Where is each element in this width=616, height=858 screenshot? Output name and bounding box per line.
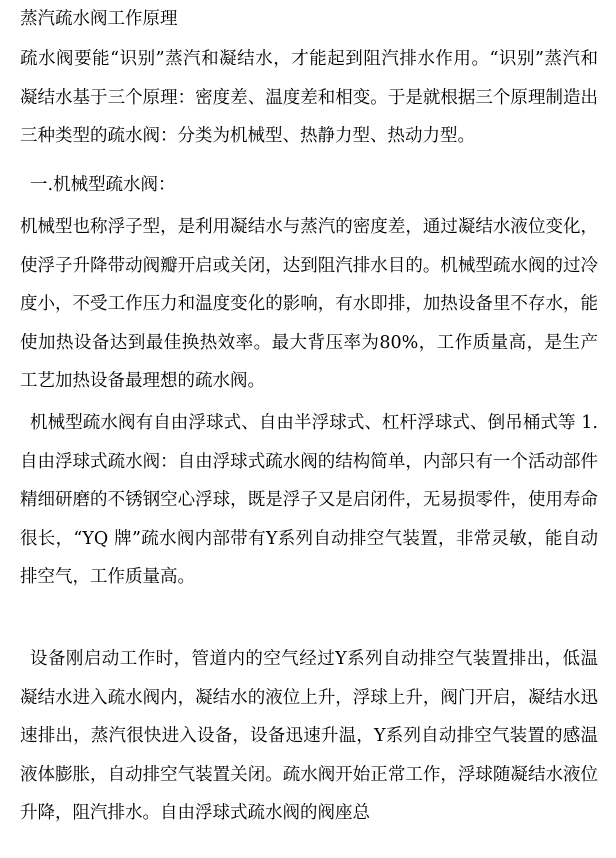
- paragraph-mechanical-types: 机械型疏水阀有自由浮球式、自由半浮球式、杠杆浮球式、倒吊桶式等 1.自由浮球式疏水阀：自由浮球式疏水阀的结构简单，内部只有一个活动部件精细研磨的不锈钢空心浮球，既是浮子又是启闭件，无易损零件，使用寿命很长，“YQ 牌”疏水阀内部带有Y系列自动排空气装置，非常灵敏，能自动排空气，工作质量高。: [20, 413, 598, 587]
- document-title: 蒸汽疏水阀工作原理: [20, 9, 178, 29]
- section-heading-mechanical: 一.机械型疏水阀：: [30, 175, 176, 195]
- paragraph-startup-operation: 设备刚启动工作时，管道内的空气经过Y系列自动排空气装置排出，低温凝结水进入疏水阀内，凝结水的液位上升，浮球上升，阀门开启，凝结水迅速排出，蒸汽很快进入设备，设备迅速升温，Y系列自动排空气装置的感温液体膨胀，自动排空气装置关闭。疏水阀开始正常工作，浮球随凝结水液位升降，阻汽排水。自由浮球式疏水阀的阀座总: [20, 649, 598, 823]
- paragraph-intro: 疏水阀要能“识别”蒸汽和凝结水，才能起到阻汽排水作用。“识别”蒸汽和凝结水基于三个原理：密度差、温度差和相变。于是就根据三个原理制造出三种类型的疏水阀：分类为机械型、热静力型、热动力型。: [20, 49, 598, 146]
- paragraph-mechanical-description: 机械型也称浮子型，是利用凝结水与蒸汽的密度差，通过凝结水液位变化，使浮子升降带动阀瓣开启或关闭，达到阻汽排水目的。机械型疏水阀的过冷度小，不受工作压力和温度变化的影响，有水即排，加热设备里不存水，能使加热设备达到最佳换热效率。最大背压率为80%，工作质量高，是生产工艺加热设备最理想的疏水阀。: [20, 217, 598, 391]
